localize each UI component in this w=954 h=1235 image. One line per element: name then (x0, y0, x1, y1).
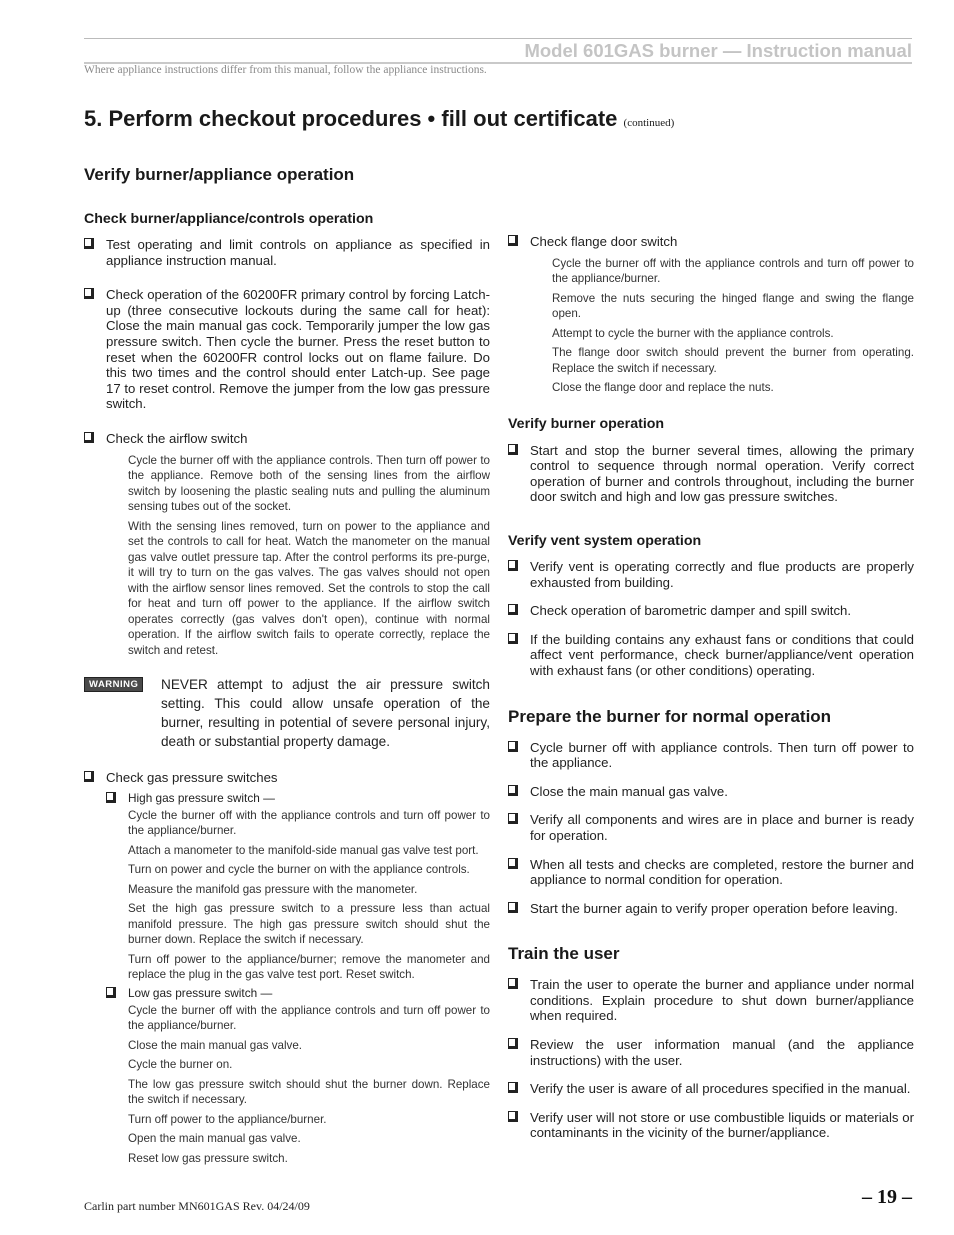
vent-heading: Verify vent system operation (508, 532, 702, 549)
checklist-item (84, 237, 490, 268)
checklist-item (508, 234, 914, 250)
checklist-item-text: Review the user information manual (and the appliance instructions) with the user. (530, 1037, 914, 1068)
checkbox-icon[interactable] (508, 1082, 518, 1093)
checkbox-icon[interactable] (508, 560, 518, 571)
checkbox-icon[interactable] (84, 238, 94, 249)
warning-block (84, 675, 490, 751)
checklist-item (508, 603, 914, 619)
checklist-item-text: Verify user will not store or use combustible liquids or materials or contaminants in the vicinity of the burner/appliance. (530, 1109, 914, 1141)
running-head: Model 601GAS burner — Instruction manual (524, 40, 912, 61)
prepare-heading: Prepare the burner for normal operation (508, 706, 832, 726)
step-text: Attempt to cycle the burner with the appliance controls. (552, 326, 834, 340)
checklist-item-text: Check gas pressure switches (106, 770, 278, 786)
step-text: Reset low gas pressure switch. (128, 1151, 288, 1165)
step-text: The low gas pressure switch should shut the burner down. Replace the switch if necessary. (128, 1077, 490, 1107)
checklist-item (84, 287, 490, 412)
checklist-item (508, 1037, 914, 1068)
top-rule (84, 38, 912, 39)
checkbox-icon[interactable] (508, 858, 518, 869)
checkbox-icon[interactable] (508, 235, 518, 246)
checkbox-icon[interactable] (508, 902, 518, 913)
checkbox-icon[interactable] (508, 978, 518, 989)
warning-badge: WARNING (84, 677, 143, 692)
sub-checklist-item-text: High gas pressure switch — (128, 790, 275, 805)
checklist-item-text: Check the airflow switch (106, 430, 248, 446)
step-text: Measure the manifold gas pressure with the manometer. (128, 882, 418, 896)
checkbox-icon[interactable] (84, 771, 94, 782)
header-note: Where appliance instructions differ from this manual, follow the appliance instructions. (84, 64, 487, 76)
checkbox-icon[interactable] (508, 633, 518, 644)
checklist-item-text: Verify all components and wires are in place and burner is ready for operation. (530, 812, 914, 843)
checklist-item-text: Start and stop the burner several times, allowing the primary control to sequence through normal operation. Verify correct operation of burner and controls throughout, including the burner door switch and high and low gas pressure switches. (530, 442, 914, 505)
checklist-item (84, 770, 490, 786)
section-title-text: 5. Perform checkout procedures • fill out certificate (84, 106, 618, 131)
left-column (84, 211, 490, 1166)
checklist-item (508, 559, 914, 590)
checkbox-icon[interactable] (508, 785, 518, 796)
step-text: Turn off power to the appliance/burner. (128, 1112, 327, 1126)
step-text: Cycle the burner off with the appliance controls and turn off power to the appliance/burner. (552, 256, 914, 286)
checklist-item (84, 431, 490, 447)
controls-operation-heading: Check burner/appliance/controls operation (84, 211, 374, 227)
checkbox-icon[interactable] (508, 604, 518, 615)
step-text: Cycle the burner off with the appliance controls and turn off power to the appliance/burner. (128, 1003, 490, 1033)
checkbox-icon[interactable] (508, 444, 518, 455)
checklist-item-text: Train the user to operate the burner and appliance under normal conditions. Explain procedure to shut down burner/appliance when required. (530, 977, 914, 1024)
footer-part-number: Carlin part number MN601GAS Rev. 04/24/09 (84, 1199, 310, 1213)
checklist-item (508, 812, 914, 843)
airflow-paragraph: Cycle the burner off with the appliance controls. Then turn off power to the appliance. Remove both of the sensing lines from the airflow switch by loosening the plastic sealing nuts and pulling the aluminum sensing tubes out of the socket. (128, 453, 490, 514)
checklist-item-text: If the building contains any exhaust fans or conditions that could affect vent performance, check burner/appliance/vent operation with exhaust fans (or other conditions) operating. (530, 631, 914, 678)
checklist-item (508, 443, 914, 505)
checklist-item-text: Test operating and limit controls on appliance as specified in appliance instruction manual. (106, 237, 490, 268)
checklist-item (508, 784, 914, 800)
checklist-item-text: Check operation of barometric damper and spill switch. (530, 603, 852, 619)
airflow-paragraph: With the sensing lines removed, turn on power to the appliance and set the controls to call for heat. Watch the manometer on the manual gas valve outlet pressure tap. After the control performs its pre-purge, it will try to turn on the gas valves. The gas valves should not open with the airflow sensor lines removed. Set the controls to stop the call for heat and turn off power to the appliance. If the airflow switch operates correctly (gas valves don't open), continue with normal operation. If the airflow switch fails to operate correctly, replace the switch and retest. (128, 519, 490, 657)
warning-text: NEVER attempt to adjust the air pressure switch setting. This could allow unsafe operation of the burner, resulting in potential of severe personal injury, death or substantial property damage. (161, 677, 490, 750)
checkbox-icon[interactable] (84, 288, 94, 299)
checklist-item-text: Cycle burner off with appliance controls. Then turn off power to the appliance. (530, 739, 914, 771)
checklist-item (508, 740, 914, 771)
checkbox-icon[interactable] (508, 1038, 518, 1049)
continued-label: (continued) (623, 117, 675, 129)
checklist-item (508, 632, 914, 679)
checklist-item-text: Verify the user is aware of all procedures specified in the manual. (530, 1081, 911, 1097)
checkbox-icon[interactable] (106, 792, 116, 803)
checklist-item (508, 857, 914, 888)
checkbox-icon[interactable] (508, 1111, 518, 1122)
checklist-item-text: Check operation of the 60200FR primary control by forcing Latch-up (three consecutive lockouts during the same call for heat): Close the main manual gas cock. Temporarily jumper the low gas pressure switch. Then cycle the burner. Press the reset button to reset when the 60200FR control locks out on flame failure. Do this two times and the control should enter Latch-up. See page 17 to reset control. Remove the jumper from the low gas pressure switch. (106, 287, 490, 412)
checklist-item (508, 1081, 914, 1097)
checkbox-icon[interactable] (508, 741, 518, 752)
checkbox-icon[interactable] (508, 813, 518, 824)
checklist-item (508, 901, 914, 917)
step-text: Attach a manometer to the manifold-side manual gas valve test port. (128, 843, 479, 857)
sub-checklist-item-text: Low gas pressure switch — (128, 985, 273, 1000)
step-text: Close the main manual gas valve. (128, 1038, 302, 1052)
step-text: Open the main manual gas valve. (128, 1132, 301, 1146)
checklist-item-text: Close the main manual gas valve. (530, 783, 728, 799)
checklist-item-text: Verify vent is operating correctly and flue products are properly exhausted from building. (530, 558, 914, 590)
step-text: Remove the nuts securing the hinged flange and swing the flange open. (552, 291, 914, 321)
step-text: Set the high gas pressure switch to a pressure less than actual manifold pressure. The high gas pressure switch should shut the burner down. Replace the switch if necessary. (128, 902, 490, 947)
verify-burner-heading: Verify burner operation (508, 415, 665, 432)
checklist-item (508, 977, 914, 1024)
checklist-item-text: When all tests and checks are completed, restore the burner and appliance to normal condition for operation. (530, 856, 914, 888)
step-text: Cycle the burner off with the appliance controls and turn off power to the appliance/burner. (128, 808, 490, 838)
checkbox-icon[interactable] (84, 432, 94, 443)
step-text: The flange door switch should prevent the burner from operating. Replace the switch if necessary. (552, 346, 914, 375)
checkbox-icon[interactable] (106, 987, 116, 998)
checklist-item (508, 1110, 914, 1141)
sub-checklist-item (106, 986, 490, 1000)
step-text: Turn on power and cycle the burner on with the appliance controls. (128, 863, 470, 877)
checklist-item-text: Start the burner again to verify proper operation before leaving. (530, 900, 899, 916)
step-text: Close the flange door and replace the nuts. (552, 381, 774, 395)
sub-checklist-item (106, 791, 490, 805)
page-number: – 19 – (862, 1186, 912, 1208)
step-text: Cycle the burner on. (128, 1058, 233, 1072)
step-text: Turn off power to the appliance/burner; remove the manometer and replace the plug in the gas valve test port. Reset switch. (128, 952, 490, 982)
section-title (84, 106, 674, 132)
train-heading: Train the user (508, 944, 620, 964)
right-column (508, 234, 914, 1141)
section-subtitle: Verify burner/appliance operation (84, 165, 355, 184)
checklist-item-text: Check flange door switch (530, 234, 678, 249)
